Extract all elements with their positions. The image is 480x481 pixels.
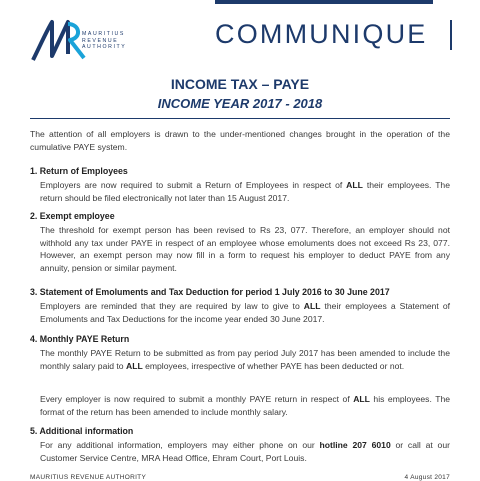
hotline-text: hotline 207 6010	[319, 440, 391, 450]
section-heading-5: 5. Additional information	[30, 426, 134, 436]
text-run: employees, irrespective of whether PAYE has been deducted or not.	[142, 360, 405, 371]
logo-wordmark	[82, 31, 126, 51]
text-run: or call at our Customer Service Centre, MRA Head Office, Ehram Court, Port Louis.	[40, 440, 450, 463]
section-paragraph-1	[40, 179, 450, 204]
text-run: Every employer is now required to submit a monthly PAYE return in respect of	[40, 394, 354, 404]
text-run: their employees a Statement of Emoluments and Tax Deductions for the income year ended 30 June 2017.	[40, 301, 450, 324]
section-heading-1: 1. Return of Employees	[30, 166, 128, 176]
header-top-bar	[215, 0, 433, 4]
title-rule	[30, 118, 450, 119]
emphasis-text: ALL	[303, 301, 321, 311]
section-paragraph-4b	[40, 393, 450, 418]
text-run: Employers are now required to submit a Return of Employees in respect of	[40, 180, 347, 190]
mra-logo-icon	[30, 16, 86, 62]
text-run: his employees. The format of the return has been amended to include monthly salary.	[40, 394, 451, 417]
intro-paragraph: The attention of all employers is drawn to the under-mentioned changes brought in the operation of the cumulative PAYE system.	[30, 129, 450, 152]
logo-line-3: AUTHORITY	[82, 44, 127, 51]
section-heading-2: 2. Exempt employee	[30, 211, 115, 221]
emphasis-text: ALL	[125, 360, 143, 371]
section-paragraph-5	[40, 439, 450, 464]
emphasis-text: ALL	[353, 394, 370, 404]
text-run: Employers are reminded that they are required by law to give to	[40, 301, 304, 311]
emphasis-text: ALL	[346, 180, 363, 190]
text-run: For any additional information, employers may either phone on our	[40, 440, 320, 450]
communique-heading: COMMUNIQUE	[215, 19, 428, 49]
section-heading-4: 4. Monthly PAYE Return	[30, 334, 130, 344]
logo-line-2: REVENUE	[82, 37, 119, 44]
text-run: The monthly PAYE Return to be submitted as from pay period July 2017 has been amended to include the monthly salary paid to	[40, 348, 450, 371]
section-paragraph-3	[40, 300, 450, 325]
section-heading-3: 3. Statement of Emoluments and Tax Deduction for period 1 July 2016 to 30 June 2017	[30, 287, 390, 297]
footer-date: 4 August 2017	[404, 474, 450, 481]
header-divider	[450, 20, 452, 50]
footer-organization: MAURITIUS REVENUE AUTHORITY	[30, 474, 147, 481]
section-paragraph-2: The threshold for exempt person has been revised to Rs 23, 077. Therefore, an employer should not withhold any tax under PAYE in respect of an employee whose emoluments does not exceed Rs 23, 077. However, an exempt person may now fill in a form to request his employer to deduct PAYE from any annuity, pension or similar payment.	[40, 225, 450, 273]
document-title: INCOME TAX – PAYE	[170, 76, 310, 92]
section-paragraph-4a	[40, 347, 450, 372]
logo-line-1: MAURITIUS	[82, 31, 125, 37]
text-run: their employees. The return should be filed electronically not later than 15 August 2017.	[40, 180, 450, 203]
document-subtitle: INCOME YEAR 2017 - 2018	[157, 96, 323, 111]
